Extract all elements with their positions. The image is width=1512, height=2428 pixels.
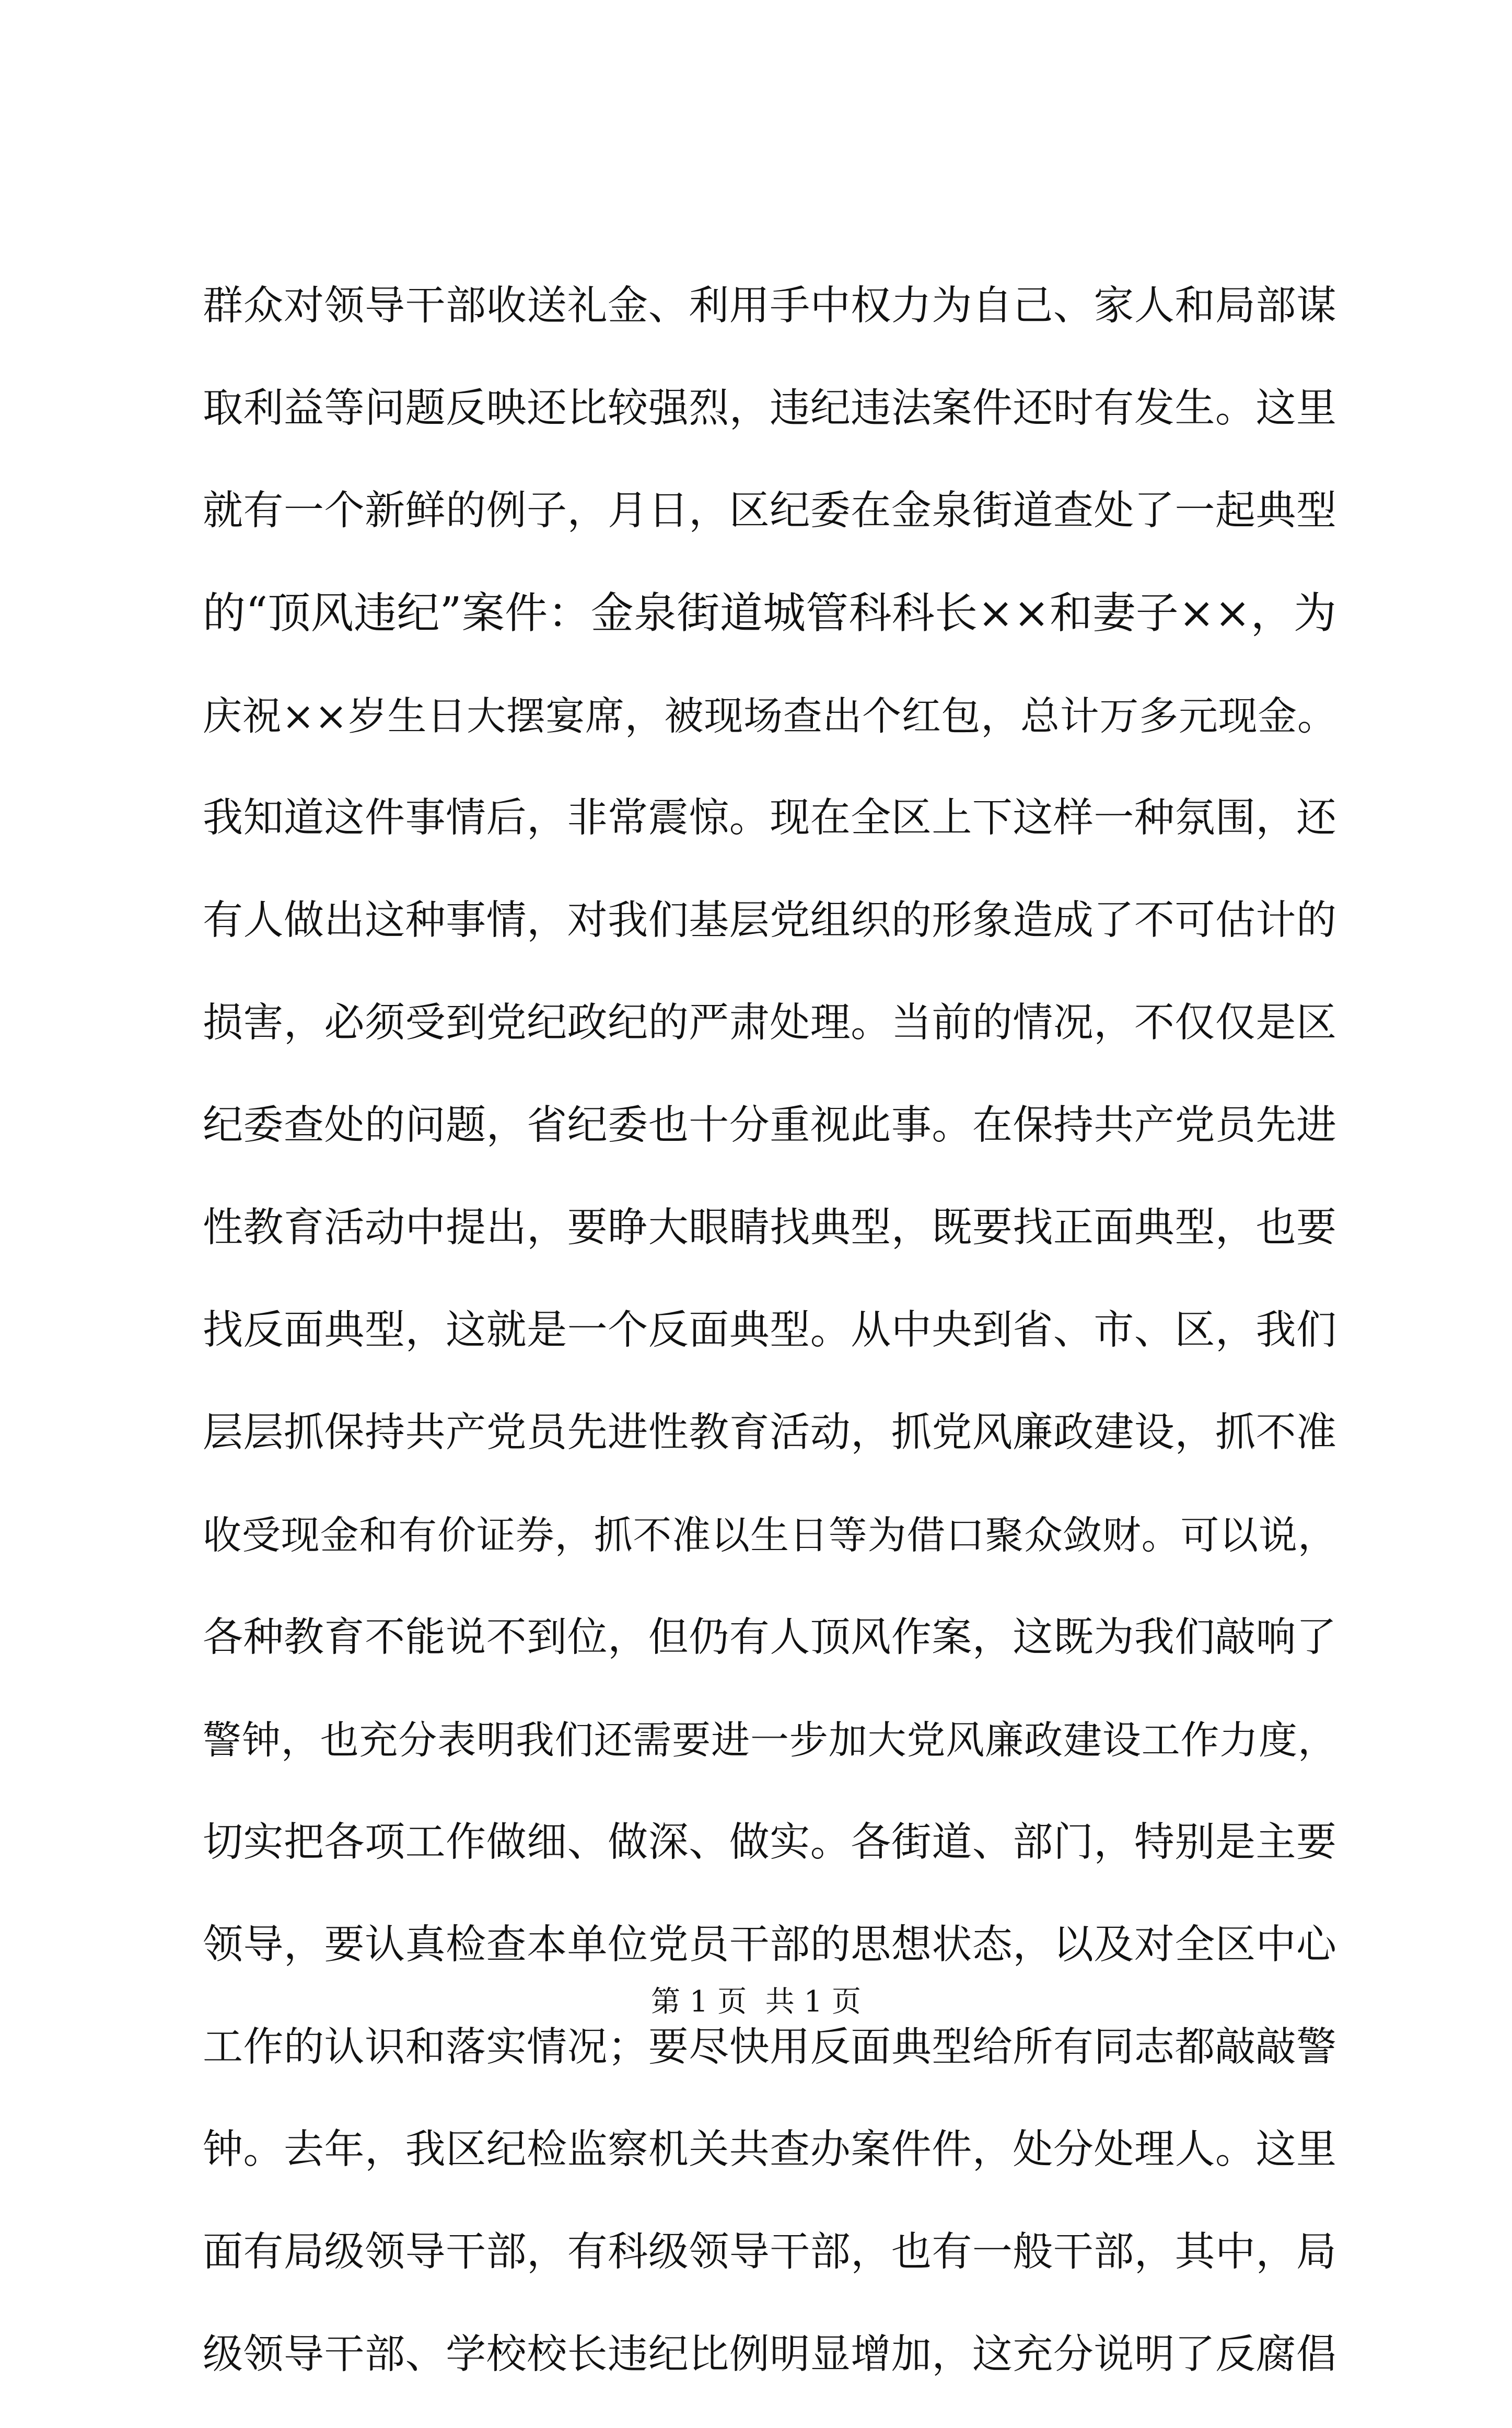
page-number-label: 第 1 页 共 1 页 xyxy=(650,1985,862,2019)
text-line: 层层抓保持共产党员先进性教育活动，抓党风廉政建设，抓不准 xyxy=(203,1409,1336,1456)
text-line: 的“顶风违纪”案件：金泉街道城管科科长××和妻子××，为 xyxy=(203,588,1336,638)
text-line: 级领导干部、学校校长违纪比例明显增加，这充分说明了反腐倡 xyxy=(203,2331,1336,2378)
text-line: 有人做出这种事情，对我们基层党组织的形象造成了不可估计的 xyxy=(203,897,1336,944)
page-footer xyxy=(0,1984,1512,2020)
text-line: 警钟，也充分表明我们还需要进一步加大党风廉政建设工作力度， xyxy=(203,1718,1336,1763)
text-line: 找反面典型，这就是一个反面典型。从中央到省、市、区，我们 xyxy=(203,1307,1336,1354)
text-line: 收受现金和有价证券，抓不准以生日等为借口聚众敛财。可以说， xyxy=(203,1513,1336,1558)
text-line: 损害，必须受到党纪政纪的严肃处理。当前的情况，不仅仅是区 xyxy=(203,1000,1336,1046)
text-line: 钟。去年，我区纪检监察机关共查办案件件，处分处理人。这里 xyxy=(203,2126,1336,2173)
text-line: 切实把各项工作做细、做深、做实。各街道、部门，特别是主要 xyxy=(203,1819,1336,1866)
text-line: 庆祝××岁生日大摆宴席，被现场查出个红包，总计万多元现金。 xyxy=(203,693,1336,739)
text-line: 就有一个新鲜的例子，月日，区纪委在金泉街道查处了一起典型 xyxy=(203,488,1336,534)
text-line: 性教育活动中提出，要睁大眼睛找典型，既要找正面典型，也要 xyxy=(203,1205,1336,1251)
text-line: 工作的认识和落实情况；要尽快用反面典型给所有同志都敲敲警 xyxy=(203,2024,1336,2071)
text-line: 群众对领导干部收送礼金、利用手中权力为自己、家人和局部谋 xyxy=(203,283,1336,329)
text-line: 各种教育不能说不到位，但仍有人顶风作案，这既为我们敲响了 xyxy=(203,1614,1336,1661)
text-line: 领导，要认真检查本单位党员干部的思想状态，以及对全区中心 xyxy=(203,1922,1336,1968)
document-body xyxy=(203,277,1336,2428)
text-line: 取利益等问题反映还比较强烈，违纪违法案件还时有发生。这里 xyxy=(203,385,1336,432)
text-line: 我知道这件事情后，非常震惊。现在全区上下这样一种氛围，还 xyxy=(203,795,1336,841)
text-line: 面有局级领导干部，有科级领导干部，也有一般干部，其中，局 xyxy=(203,2229,1336,2275)
text-line: 纪委查处的问题，省纪委也十分重视此事。在保持共产党员先进 xyxy=(203,1102,1336,1149)
